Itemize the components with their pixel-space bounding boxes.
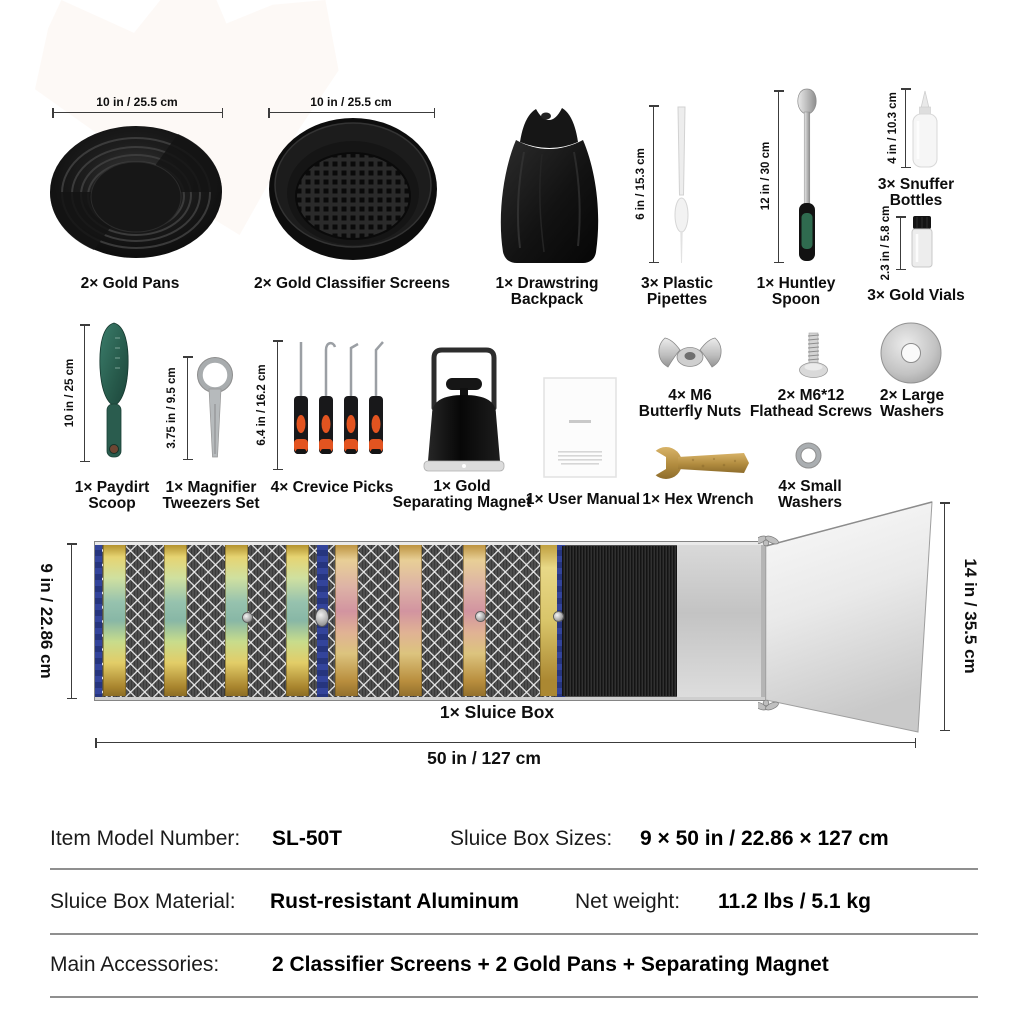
caption-line: Washers bbox=[879, 403, 945, 420]
butterfly-nut-image bbox=[655, 330, 725, 380]
gold-vials-caption bbox=[867, 288, 965, 304]
sluice-bottom-edge bbox=[95, 697, 765, 700]
scoop-dimension-line bbox=[84, 324, 85, 462]
sluice-screw bbox=[476, 612, 485, 621]
caption-line: 1× User Manual bbox=[525, 491, 641, 508]
magnifier-tweezers-caption bbox=[162, 480, 259, 512]
gold-pans-caption bbox=[81, 276, 180, 292]
sluice-aluminum-section bbox=[677, 542, 761, 700]
caption-line: 1× Paydirt bbox=[74, 479, 150, 496]
tweezers-dimension-label: 3.75 in / 9.5 cm bbox=[166, 367, 178, 449]
hex-wrench-image bbox=[648, 444, 750, 482]
large-washer-image bbox=[879, 321, 944, 386]
crevice-picks-image bbox=[288, 336, 388, 474]
sluice-hinge-knob bbox=[316, 609, 328, 626]
caption-line: 2× Gold Classifier Screens bbox=[254, 275, 450, 292]
caption-line: Separating Magnet bbox=[392, 494, 532, 511]
caption-line: Tweezers Set bbox=[162, 495, 260, 512]
classifier-dimension-label: 10 in / 25.5 cm bbox=[310, 95, 392, 109]
separating-magnet-caption bbox=[393, 479, 532, 511]
spoon-dimension-line bbox=[778, 90, 779, 263]
gold-vial-image bbox=[906, 214, 938, 270]
sluice-flare-image bbox=[758, 494, 944, 740]
main-accessories-label: Main Accessories: bbox=[50, 953, 220, 976]
caption-line: 3× Snuffer bbox=[877, 176, 955, 193]
sluice-flare-dimension-line bbox=[944, 502, 945, 731]
backpack-image bbox=[490, 104, 608, 270]
sluice-edge-strip bbox=[95, 544, 102, 698]
backpack-caption bbox=[496, 276, 599, 308]
gold-pan-image bbox=[48, 122, 224, 268]
vial-dimension-label: 2.3 in / 5.8 cm bbox=[880, 205, 892, 281]
spec-divider bbox=[50, 933, 978, 935]
user-manual-caption bbox=[526, 492, 640, 508]
caption-line: Butterfly Nuts bbox=[638, 403, 742, 420]
caption-line: Flathead Screws bbox=[749, 403, 873, 420]
classifier-screen-image bbox=[268, 115, 438, 265]
caption-line: 1× Huntley bbox=[756, 275, 836, 292]
flathead-screws-caption bbox=[750, 388, 872, 420]
large-washers-caption bbox=[880, 388, 944, 420]
pipette-dimension-line bbox=[653, 105, 654, 263]
caption-line: 4× Crevice Picks bbox=[270, 479, 394, 496]
snuffer-dimension-line bbox=[905, 88, 906, 168]
picks-dimension-line bbox=[277, 340, 278, 470]
crevice-picks-caption bbox=[271, 480, 394, 496]
sluice-top-edge bbox=[95, 542, 765, 545]
sluice-riffle bbox=[164, 545, 187, 696]
hex-wrench-caption bbox=[642, 492, 753, 508]
sluice-riffle bbox=[103, 545, 126, 696]
gold-pan-dimension-line bbox=[52, 112, 223, 113]
caption-line: Backpack bbox=[510, 291, 584, 308]
huntley-spoon-caption bbox=[757, 276, 836, 308]
vial-dimension-line bbox=[900, 216, 901, 270]
sluice-box-caption: 1× Sluice Box bbox=[439, 702, 555, 722]
sluice-screw bbox=[554, 612, 563, 621]
spec-divider bbox=[50, 996, 978, 998]
classifier-dimension-line bbox=[268, 112, 435, 113]
caption-line: 1× Drawstring bbox=[495, 275, 599, 292]
sluice-miners-moss bbox=[562, 546, 677, 696]
material-label: Sluice Box Material: bbox=[50, 890, 236, 913]
pipettes-caption bbox=[641, 276, 713, 308]
sluice-width-dimension-line bbox=[71, 543, 72, 699]
sluice-riffle bbox=[335, 545, 358, 696]
pipette-dimension-label: 6 in / 15.3 cm bbox=[635, 148, 647, 220]
sluice-screw bbox=[243, 613, 252, 622]
model-number-label: Item Model Number: bbox=[50, 827, 241, 850]
net-weight-label: Net weight: bbox=[575, 890, 681, 913]
caption-line: 1× Hex Wrench bbox=[642, 491, 754, 508]
caption-line: Pipettes bbox=[646, 291, 708, 308]
sluice-riffle bbox=[399, 545, 422, 696]
caption-line: 1× Gold bbox=[433, 478, 491, 495]
model-number-value: SL-50T bbox=[272, 827, 343, 850]
main-accessories-value: 2 Classifier Screens + 2 Gold Pans + Separating Magnet bbox=[272, 953, 829, 976]
caption-line: 2× Gold Pans bbox=[80, 275, 180, 292]
flathead-screw-image bbox=[797, 330, 831, 380]
paydirt-scoop-image bbox=[94, 320, 134, 465]
sluice-riffle bbox=[286, 545, 309, 696]
picks-dimension-label: 6.4 in / 16.2 cm bbox=[256, 364, 268, 446]
separating-magnet-image bbox=[410, 338, 518, 483]
spec-divider bbox=[50, 868, 978, 870]
sluice-box-image bbox=[95, 542, 765, 700]
snuffer-dimension-label: 4 in / 10.3 cm bbox=[887, 92, 899, 164]
caption-line: 2× M6*12 bbox=[777, 387, 845, 404]
sluice-length-dimension-label: 50 in / 127 cm bbox=[427, 748, 541, 768]
paydirt-scoop-caption bbox=[75, 480, 150, 512]
sluice-sizes-label: Sluice Box Sizes: bbox=[450, 827, 613, 850]
gold-pan-dimension-label: 10 in / 25.5 cm bbox=[96, 95, 178, 109]
snuffer-bottles-caption bbox=[878, 177, 954, 209]
sluice-width-dimension-label: 9 in / 22.86 cm bbox=[37, 563, 56, 679]
net-weight-value: 11.2 lbs / 5.1 kg bbox=[718, 890, 871, 913]
huntley-spoon-image bbox=[790, 87, 824, 266]
magnifier-tweezers-image bbox=[196, 354, 234, 462]
caption-line: Scoop bbox=[88, 495, 136, 512]
snuffer-bottle-image bbox=[908, 89, 942, 169]
sluice-length-dimension-line bbox=[95, 742, 916, 743]
butterfly-nuts-caption bbox=[639, 388, 741, 420]
caption-line: Spoon bbox=[771, 291, 821, 308]
caption-line: 4× M6 bbox=[668, 387, 712, 404]
tweezers-dimension-line bbox=[187, 356, 188, 460]
small-washer-image bbox=[795, 442, 822, 469]
material-value: Rust-resistant Aluminum bbox=[270, 890, 519, 913]
classifier-screens-caption bbox=[254, 276, 450, 292]
sluice-flare-dimension-label: 14 in / 35.5 cm bbox=[961, 558, 980, 674]
caption-line: 4× Small bbox=[778, 478, 842, 495]
sluice-sizes-value: 9 × 50 in / 22.86 × 127 cm bbox=[640, 827, 889, 850]
caption-line: 1× Magnifier bbox=[165, 479, 257, 496]
pipette-image bbox=[668, 103, 694, 268]
caption-line: Bottles bbox=[889, 192, 943, 209]
user-manual-image bbox=[543, 377, 617, 478]
caption-line: 3× Plastic bbox=[641, 275, 713, 292]
caption-line: Washers bbox=[777, 494, 843, 511]
spoon-dimension-label: 12 in / 30 cm bbox=[760, 141, 772, 211]
scoop-dimension-label: 10 in / 25 cm bbox=[64, 358, 76, 428]
caption-line: 2× Large bbox=[879, 387, 945, 404]
caption-line: 3× Gold Vials bbox=[867, 287, 965, 304]
